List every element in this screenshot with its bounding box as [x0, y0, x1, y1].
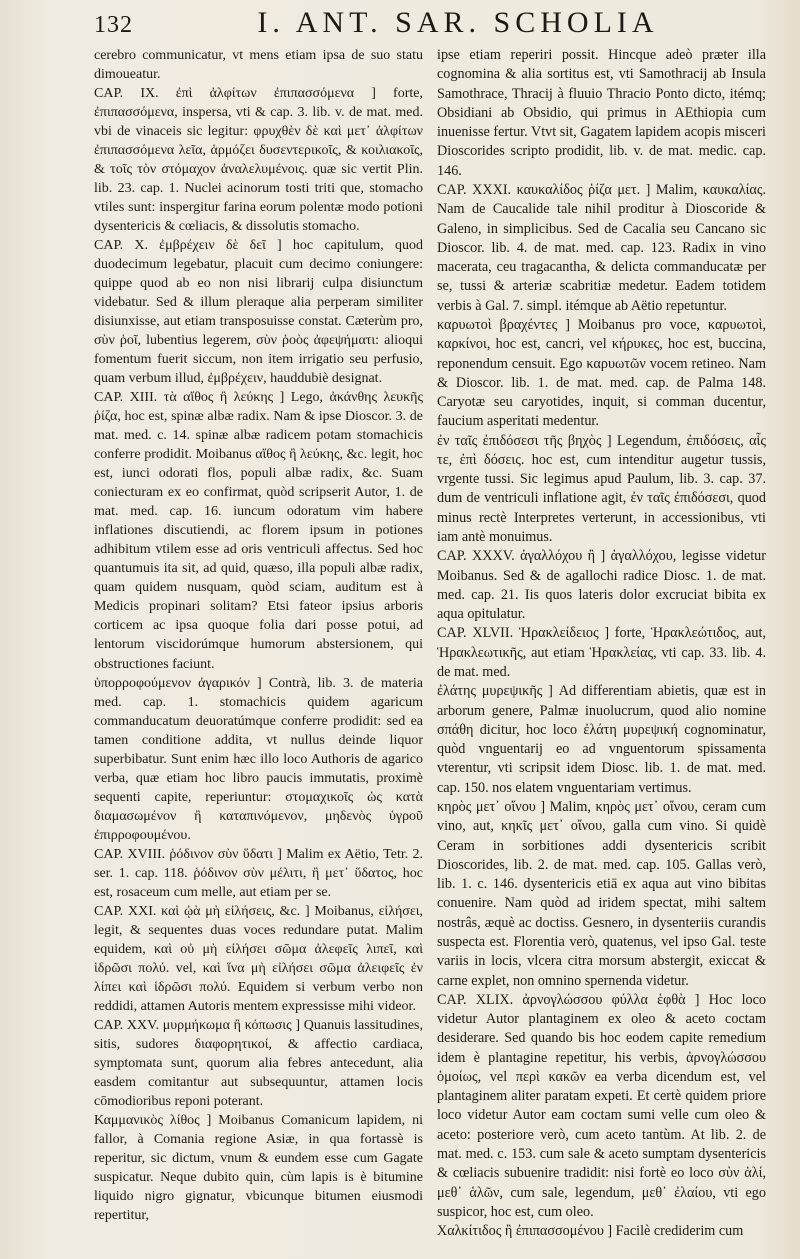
paragraph: ὑπορροφούμενον ἀγαρικόν ] Contrà, lib. 3. de materia med. cap. 1. stomachicis quidem agaricum commanducatum deuoratúmque conferre prodidit: sed ea tamen conditione addita, vt nullus deinde liquor superbibatur. Sunt enim hæc illo loco Authoris de agarico verba, quæ etiam hoc libro paucis immutatis, proximè sequenti capite, reperiuntur: στομαχικοῖς ὡς κατὰ διαμασωμένον ἢ καταπινόμενον, μηδενὸς ὑγροῦ ἐπιρροφουμένου.	[94, 675, 423, 843]
paragraph: καρυωτοὶ βραχέντες ] Moibanus pro voce, καρυωτοὶ, καρκίνοι, hoc est, cancri, vel κήρυκες, hoc est, buccina, reponendum censuit. Ego καρυωτῶν vocem retineo. Nam & Dioscor. lib. 1. de mat. med. cap. de Palma 148. Caryotæ seu caryotides, inquit, si comman ducentur, faucium asperitati medentur.	[437, 316, 766, 430]
right-column	[437, 46, 766, 1251]
paragraph: CAP. X. ἐμβρέχειν δὲ δεῖ ] hoc capitulum, quod duodecimum legebatur, placuit cum decimo coniungere: quippe quod ab eo non nisi librarij culpa disiunctum videbatur. Sed & illum pleraque alia perperam similiter disiunxisse, aut etiam transposuisse constat. Cæterùm pro, σὺν ῥοῖ, lubentius legerem, σὺν ῥοὸς ἀφεψήματι: alioqui fomentum fuerit siccum, non item irrigatio seu perfusio, quam verbum illud, ἐμβρέχειν, hauddubiè designat.	[94, 238, 423, 387]
paragraph: Χαλκίτιδος ἢ ἐπιπασσομένου ] Facilè crediderim cum	[437, 1223, 744, 1240]
paragraph: CAP. XXV. μυρμήκωμα ἢ κόπωσις ] Quanuis lassitudines, sitis, sudores διαφορητικοί, & affectio cardiaca, symptomata sunt, quorum alia febres antecedunt, alia easdem comitantur aut subsequuntur, attamen locis cōmodioribus reponi poterant.	[94, 1017, 423, 1109]
paragraph: CAP. XXI. καὶ ᾠὰ μὴ εἰλήσεις, &c. ] Moibanus, εἰλήσει, legit, & sequentes duas voces redundare putat. Malim equidem, καὶ οὐ μὴ εἰλήσει σῶμα ἀλεφεῖς λιπεῖ, καὶ ἱδρῶσι πολύ. vel, καὶ ἵνα μὴ εἰλήσει σῶμα ἀλειφεῖς ἐν λίπει καὶ ἱδρῶσι πολύ. Equidem si verbum verbo non reddidi, attamen Autoris mentem expressisse mihi videor.	[94, 903, 423, 1014]
page-header	[94, 6, 766, 46]
paragraph: CAP. XIII. τὰ αἴθος ἢ λεύκης ] Lego, ἀκάνθης λευκῆς ῥίζα, hoc est, spinæ albæ radix. Nam & ipse Dioscor. 3. de mat. med. c. 14. spinæ albæ radicem potam stomachicis conferre prodidit. Moibanus αἴθος ἢ λεύκης, &c. legit, hoc est, iunci odorati flos, populi albæ radix, &c. Suam coniecturam ex eo confirmat, quòd scripserit Autor, 1. de mat. med. cap. 16. iuncum odoratum vim habere inflationes discutiendi, ac florem ipsum in potiones adhibitum vtilem esse ad oris ventriculi affectus. Sed hoc quantumuis ita sit, ad quid, quæso, illa populi albæ radix, quam quidem nusquam, quòd sciam, auditum est à Medicis propinari solitam? Etsi fateor ipsius arboris corticem ac ipsa quoque folia dari posse potui, ad lentorum viscidorúmque humorum abstersionem, qui obstructiones faciunt.	[94, 390, 423, 672]
text-columns	[94, 46, 766, 1251]
page-number: 132	[94, 12, 133, 38]
paragraph: cerebro communicatur, vt mens etiam ipsa de suo statu dimoueatur.	[94, 48, 423, 83]
paragraph: CAP. XVIII. ῥόδινον σὺν ὕδατι ] Malim ex Aëtio, Tetr. 2. ser. 1. cap. 118. ῥόδινον σὺν μέλιτι, ἢ μετ᾽ ὕδατος, hoc est, rosaceum cum melle, aut etiam per se.	[94, 846, 423, 900]
paragraph: CAP. XLIX. ἀρνογλώσσου φύλλα ἑφθὰ ] Hoc loco videtur Autor plantaginem ex oleo & aceto coctam desiderare. Sed quando bis hoc eodem capite remedium idem è plantagine repetitur, his verbis, ἀρνογλώσσου ὁμοίως, vel περὶ κακῶν ea verba dicendum est, vel plantaginem aliter paratam expeti. Et certè quidem priore loco videtur Autor eam coctam sumi velle cum oleo & aceto: posteriore verò, cum aceto tantùm. At lib. 2. de mat. med. c. 153. cum sale & aceto sumptam dysentericis & cœliacis subuenire tradidit: nisi fortè eo loco σὺν ἁλί, μεθ᾽ ἁλῶν, cum sale, legendum, μεθ᾽ ἐλαίου, vti ego suspicor, hoc est, cum oleo.	[437, 991, 766, 1220]
paragraph: CAP. XXXI. καυκαλίδος ῥίζα μετ. ] Malim, καυκαλίας. Nam de Caucalide tale nihil proditur à Dioscoride & Galeno, in simplicibus. Sed de Cacalia seu Cancano sic Dioscor. lib. 4. de mat. med. cap. 123. Radix in vino macerata, ceu tragacantha, & delicta commanducatæ per se, tussi & arteriæ scabritiæ medetur. Eadem totidem verbis à Gal. 7. simpl. itémque ab Aëtio repetuntur.	[437, 181, 766, 314]
running-title: I. ANT. SAR. SCHOLIA	[257, 6, 659, 39]
paragraph: ipse etiam reperiri possit. Hincque adeò præter illa cognomina & alia sortitus est, vti Samothracij ab Insula Samothrace, Thracij à fluuio Thracio Ponto dicto, itémq; Obsidiani ab Obsidio, qui primus in AEthiopia cum inuenisse fertur. Vtvt sit, Gagatem lapidem acopis misceri Dioscorides scripto prodidit, lib. v. de mat. medic. cap. 146.	[437, 47, 766, 179]
paragraph: CAP. XXXV. ἀγαλλόχου ἢ ] ἀγαλλόχου, legisse videtur Moibanus. Sed & de agallochi radice Diosc. 1. de mat. med. cap. 21. Iis quos lateris dolor excruciat bibita ex aqua opitulatur.	[437, 548, 766, 623]
paragraph: κηρὸς μετ᾽ οἴνου ] Malim, κηρὸς μετ᾽ οἴνου, ceram cum vino, aut, κηκῖς μετ᾽ οἴνου, galla cum vino. Si quidè Ceram in sorbitiones addi dysentericis scribit Dioscorides, lib. 2. de mat. med. cap. 105. Gallas verò, lib. 1. c. 146. dysentericis etiā ex aqua aut vino bibitas conuenire. Nam quòd ad iridem spectat, mihi saltem nostrâs, æquè ac doctiss. Gesnero, in dysenteriis curandis suspecta est. Florentia verò, quatenus, vel ipso Gal. teste variis in locis, vlcera citra morsum abstergit, exiccat & carne explet, non omnino spernenda videtur.	[437, 798, 766, 989]
paragraph: CAP. IX. ἐπὶ ἀλφίτων ἐπιπασσόμενα ] forte, ἐπιπασσόμενα, inspersa, vti & cap. 3. lib. v. de mat. med. vbi de vinaceis sic legitur: φρυχθὲν δὲ καὶ μετ᾽ ἀλφίτων ἐπιπασσόμενα λεῖα, ἁρμόζει δυσεντερικοῖς, & κοιλιακοῖς, & τοῖς τὸν στόμαχον ἀναλελυμένοις. quæ sic vertit Plin. lib. 23. cap. 1. Nuclei acinorum tosti triti que, stomacho vtiles sunt: inspergitur farina eorum polentæ modo potioni dysentericis & cœliacis, & dissolutis stomacho.	[94, 86, 423, 235]
paragraph: Καμμανικὸς λίθος ] Moibanus Comanicum lapidem, ni fallor, à Comania regione Asiæ, in qua fortassè is reperitur, sic dictum, vnum & eundem esse cum Gagate suspicatur. Neque dubito quin, cùm lapis is è bitumine liquido nigro gignatur, vbicunque bitumen eiusmodi repertitur,	[94, 1112, 423, 1223]
left-column	[94, 46, 423, 1251]
paragraph: ἐλάτης μυρεψικῆς ] Ad differentiam abietis, quæ est in arborum genere, Palmæ inuolucrum, quod alio nomine σπάθη dicitur, hoc loco ἐλάτη μυρεψική cognominatur, quòd vnguentarij eo ad vnguentorum spissamenta vterentur, vti scripsit idem Diosc. lib. 1. de mat. med. cap. 150. nos elatem vnguentariam vertimus.	[437, 683, 766, 796]
paragraph: ἐν ταῖς ἐπιδόσεσι τῆς βηχὸς ] Legendum, ἐπιδόσεις, αἷς τε, ἐπὶ δόσεις. hoc est, cum intenditur augetur tussis, vrgente tussi. Sic legimus apud Paulum, lib. 3. cap. 37. dum de ventriculi inflatione agit, ἐν ταῖς ἐπιδόσεσι, quod minus rectè Interpretes verterunt, in accessionibus, vti iam antè monuimus.	[437, 432, 766, 546]
paragraph: CAP. XLVII. Ἡρακλείδειος ] forte, Ἡρακλεώτιδος, aut, Ἡρακλεωτικῆς, aut etiam Ἡρακλείας, vti cap. 33. lib. 4. de mat. med.	[437, 625, 766, 680]
